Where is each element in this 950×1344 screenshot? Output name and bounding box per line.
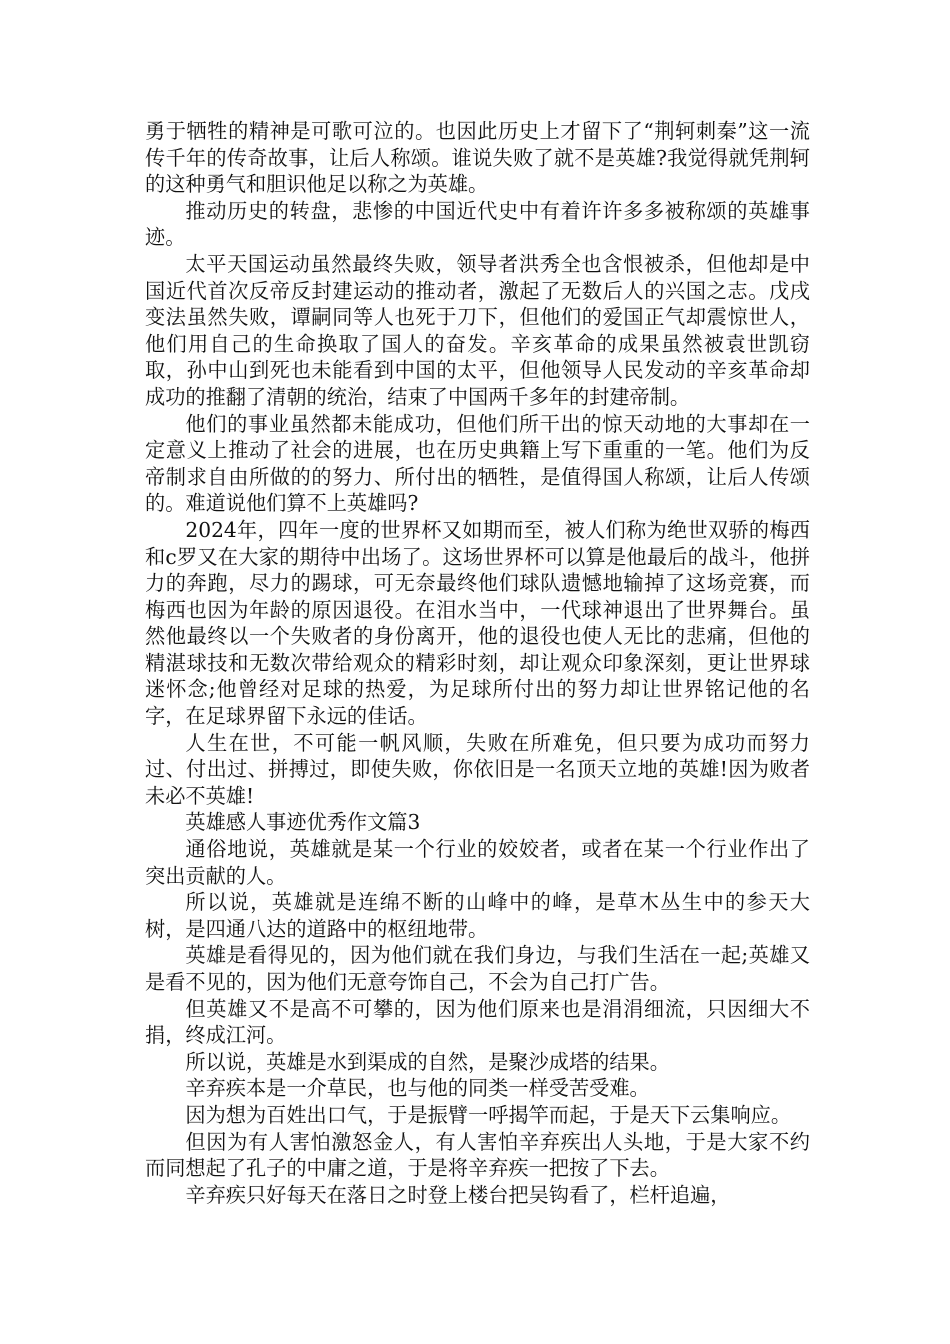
paragraph-9: 英雄是看得见的，因为他们就在我们身边，与我们生活在一起;英雄又是看不见的，因为他们无意夸饰自己，不会为自己打广告。 bbox=[145, 943, 810, 994]
paragraph-1: 勇于牺牲的精神是可歌可泣的。也因此历史上才留下了“荆轲刺秦”这一流传千年的传奇故事，让后人称颂。谁说失败了就不是英雄?我觉得就凭荆轲的这种勇气和胆识他足以称之为英雄。 bbox=[145, 119, 810, 197]
document-page bbox=[145, 118, 810, 1208]
paragraph-11: 所以说，英雄是水到渠成的自然，是聚沙成塔的结果。 bbox=[185, 1049, 670, 1074]
paragraph-12: 辛弃疾本是一介草民，也与他的同类一样受苦受难。 bbox=[185, 1076, 650, 1101]
paragraph-13: 因为想为百姓出口气，于是振臂一呼揭竿而起，于是天下云集响应。 bbox=[185, 1102, 792, 1127]
paragraph-8: 所以说，英雄就是连绵不断的山峰中的峰，是草木丛生中的参天大树，是四通八达的道路中的枢纽地带。 bbox=[145, 890, 810, 941]
section-heading: 英雄感人事迹优秀作文篇3 bbox=[185, 810, 421, 835]
paragraph-6: 人生在世，不可能一帆风顺，失败在所难免，但只要为成功而努力过、付出过、拼搏过，即使失败，你依旧是一名顶天立地的英雄!因为败者未必不英雄! bbox=[145, 730, 810, 808]
paragraph-14: 但因为有人害怕激怒金人，有人害怕辛弃疾出人头地，于是大家不约而同想起了孔子的中庸之道，于是将辛弃疾一把按了下去。 bbox=[145, 1129, 810, 1181]
paragraph-15: 辛弃疾只好每天在落日之时登上楼台把吴钩看了，栏杆追遍， bbox=[185, 1182, 731, 1207]
paragraph-4: 他们的事业虽然都未能成功，但他们所干出的惊天动地的大事却在一定意义上推动了社会的进展，也在历史典籍上写下重重的一笔。他们为反帝制求自由所做的的努力、所付出的牺牲，是值得国人称颂，让后人传颂的。难道说他们算不上英雄吗? bbox=[145, 411, 810, 516]
paragraph-10: 但英雄又不是高不可攀的，因为他们原来也是涓涓细流，只因细大不捐，终成江河。 bbox=[145, 996, 810, 1048]
paragraph-7: 通俗地说，英雄就是某一个行业的姣姣者，或者在某一个行业作出了突出贡献的人。 bbox=[145, 837, 810, 888]
paragraph-5: 2024年，四年一度的世界杯又如期而至，被人们称为绝世双骄的梅西和c罗又在大家的期待中出场了。这场世界杯可以算是他最后的战斗，他拼力的奔跑，尽力的踢球，可无奈最终他们球队遗憾地输掉了这场竞赛，而梅西也因为年龄的原因退役。在泪水当中，一代球神退出了世界舞台。虽然他最终以一个失败者的身份离开，他的退役也使人无比的悲痛，但他的精湛球技和无数次带给观众的精彩时刻，却让观众印象深刻，更让世界球迷怀念;他曾经对足球的热爱，为足球所付出的努力却让世界铭记他的名字，在足球界留下永远的佳话。 bbox=[145, 517, 810, 729]
paragraph-3: 太平天国运动虽然最终失败，领导者洪秀全也含恨被杀，但他却是中国近代首次反帝反封建运动的推动者，激起了无数后人的兴国之志。戊戌变法虽然失败，谭嗣同等人也死于刀下，但他们的爱国正气却震惊世人，他们用自己的生命换取了国人的奋发。辛亥革命的成果虽然被袁世凯窃取，孙中山到死也未能看到中国的太平，但他领导人民发动的辛亥革命却成功的推翻了清朝的统治，结束了中国两千多年的封建帝制。 bbox=[145, 251, 810, 409]
paragraph-2: 推动历史的转盘，悲惨的中国近代史中有着许许多多被称颂的英雄事迹。 bbox=[145, 198, 810, 250]
